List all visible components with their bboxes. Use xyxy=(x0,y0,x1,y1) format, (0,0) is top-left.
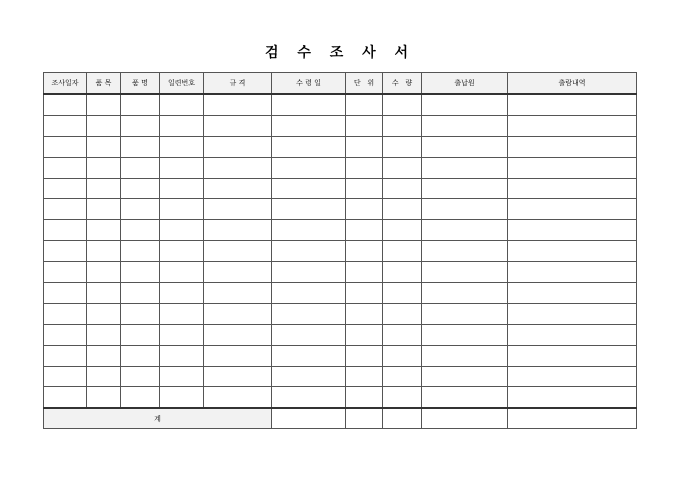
cell-serial-number[interactable] xyxy=(160,199,204,220)
cell-item-name[interactable] xyxy=(121,136,160,157)
cell-receipt-date[interactable] xyxy=(272,345,346,366)
header-details: 출람내역 xyxy=(508,73,637,95)
table-row xyxy=(44,262,637,283)
cell-cashier[interactable] xyxy=(422,136,508,157)
cell-quantity[interactable] xyxy=(383,115,422,136)
cell-quantity[interactable] xyxy=(383,283,422,304)
table-row xyxy=(44,115,637,136)
cell-unit[interactable] xyxy=(346,94,383,115)
cell-quantity[interactable] xyxy=(383,136,422,157)
cell-inspection-date[interactable] xyxy=(44,241,87,262)
cell-unit[interactable] xyxy=(346,387,383,408)
inspection-table xyxy=(43,72,637,429)
cell-inspection-date[interactable] xyxy=(44,136,87,157)
cell-item-name[interactable] xyxy=(121,94,160,115)
cell-item[interactable] xyxy=(87,157,121,178)
cell-details[interactable] xyxy=(508,199,637,220)
cell-inspection-date[interactable] xyxy=(44,199,87,220)
cell-details[interactable] xyxy=(508,115,637,136)
cell-serial-number[interactable] xyxy=(160,157,204,178)
cell-unit[interactable] xyxy=(346,199,383,220)
cell-details[interactable] xyxy=(508,324,637,345)
header-receipt-date: 수 령 일 xyxy=(272,73,346,95)
cell-spec[interactable] xyxy=(204,324,272,345)
cell-item[interactable] xyxy=(87,324,121,345)
cell-serial-number[interactable] xyxy=(160,136,204,157)
cell-inspection-date[interactable] xyxy=(44,366,87,387)
cell-quantity[interactable] xyxy=(383,241,422,262)
cell-cashier[interactable] xyxy=(422,115,508,136)
cell-serial-number[interactable] xyxy=(160,345,204,366)
cell-item[interactable] xyxy=(87,366,121,387)
cell-item[interactable] xyxy=(87,199,121,220)
table-row xyxy=(44,324,637,345)
cell-item[interactable] xyxy=(87,283,121,304)
cell-quantity[interactable] xyxy=(383,324,422,345)
cell-cashier[interactable] xyxy=(422,157,508,178)
cell-spec[interactable] xyxy=(204,220,272,241)
cell-cashier[interactable] xyxy=(422,94,508,115)
cell-cashier[interactable] xyxy=(422,241,508,262)
cell-item-name[interactable] xyxy=(121,387,160,408)
cell-quantity[interactable] xyxy=(383,387,422,408)
cell-cashier[interactable] xyxy=(422,387,508,408)
total-cell-details[interactable] xyxy=(508,408,637,429)
cell-details[interactable] xyxy=(508,303,637,324)
table-row xyxy=(44,220,637,241)
total-row xyxy=(44,408,637,429)
cell-spec[interactable] xyxy=(204,115,272,136)
header-spec: 규 격 xyxy=(204,73,272,95)
cell-unit[interactable] xyxy=(346,345,383,366)
cell-unit[interactable] xyxy=(346,241,383,262)
cell-item-name[interactable] xyxy=(121,283,160,304)
cell-spec[interactable] xyxy=(204,303,272,324)
cell-serial-number[interactable] xyxy=(160,178,204,199)
cell-receipt-date[interactable] xyxy=(272,94,346,115)
cell-quantity[interactable] xyxy=(383,345,422,366)
cell-spec[interactable] xyxy=(204,199,272,220)
cell-spec[interactable] xyxy=(204,366,272,387)
cell-details[interactable] xyxy=(508,136,637,157)
cell-details[interactable] xyxy=(508,178,637,199)
cell-item-name[interactable] xyxy=(121,178,160,199)
table-row xyxy=(44,136,637,157)
cell-item[interactable] xyxy=(87,387,121,408)
cell-inspection-date[interactable] xyxy=(44,324,87,345)
cell-details[interactable] xyxy=(508,94,637,115)
table-body xyxy=(44,94,637,429)
cell-item[interactable] xyxy=(87,345,121,366)
cell-details[interactable] xyxy=(508,283,637,304)
cell-spec[interactable] xyxy=(204,345,272,366)
cell-inspection-date[interactable] xyxy=(44,94,87,115)
header-unit: 단 위 xyxy=(346,73,383,95)
cell-cashier[interactable] xyxy=(422,366,508,387)
cell-item-name[interactable] xyxy=(121,157,160,178)
table-row xyxy=(44,283,637,304)
table-row xyxy=(44,387,637,408)
header-item: 품 목 xyxy=(87,73,121,95)
total-cell-quantity[interactable] xyxy=(383,408,422,429)
cell-quantity[interactable] xyxy=(383,220,422,241)
cell-cashier[interactable] xyxy=(422,220,508,241)
cell-inspection-date[interactable] xyxy=(44,178,87,199)
cell-receipt-date[interactable] xyxy=(272,115,346,136)
cell-cashier[interactable] xyxy=(422,283,508,304)
cell-details[interactable] xyxy=(508,387,637,408)
header-quantity: 수 량 xyxy=(383,73,422,95)
cell-unit[interactable] xyxy=(346,178,383,199)
cell-serial-number[interactable] xyxy=(160,324,204,345)
cell-serial-number[interactable] xyxy=(160,303,204,324)
cell-serial-number[interactable] xyxy=(160,387,204,408)
cell-item[interactable] xyxy=(87,94,121,115)
cell-item[interactable] xyxy=(87,303,121,324)
cell-spec[interactable] xyxy=(204,136,272,157)
table-row xyxy=(44,345,637,366)
cell-cashier[interactable] xyxy=(422,199,508,220)
cell-item-name[interactable] xyxy=(121,115,160,136)
cell-unit[interactable] xyxy=(346,324,383,345)
cell-spec[interactable] xyxy=(204,241,272,262)
cell-item-name[interactable] xyxy=(121,366,160,387)
total-cell-unit[interactable] xyxy=(346,408,383,429)
cell-item-name[interactable] xyxy=(121,345,160,366)
table-row xyxy=(44,199,637,220)
header-cashier: 출납원 xyxy=(422,73,508,95)
cell-serial-number[interactable] xyxy=(160,262,204,283)
cell-quantity[interactable] xyxy=(383,199,422,220)
cell-receipt-date[interactable] xyxy=(272,262,346,283)
cell-details[interactable] xyxy=(508,157,637,178)
cell-serial-number[interactable] xyxy=(160,115,204,136)
cell-cashier[interactable] xyxy=(422,303,508,324)
cell-unit[interactable] xyxy=(346,157,383,178)
cell-receipt-date[interactable] xyxy=(272,157,346,178)
cell-unit[interactable] xyxy=(346,262,383,283)
table-row xyxy=(44,178,637,199)
cell-spec[interactable] xyxy=(204,262,272,283)
cell-receipt-date[interactable] xyxy=(272,220,346,241)
cell-details[interactable] xyxy=(508,366,637,387)
cell-details[interactable] xyxy=(508,220,637,241)
cell-spec[interactable] xyxy=(204,94,272,115)
cell-item[interactable] xyxy=(87,136,121,157)
cell-inspection-date[interactable] xyxy=(44,283,87,304)
cell-item[interactable] xyxy=(87,178,121,199)
cell-item-name[interactable] xyxy=(121,199,160,220)
cell-unit[interactable] xyxy=(346,115,383,136)
cell-spec[interactable] xyxy=(204,157,272,178)
total-cell-receipt-date[interactable] xyxy=(272,408,346,429)
cell-quantity[interactable] xyxy=(383,178,422,199)
cell-spec[interactable] xyxy=(204,387,272,408)
cell-serial-number[interactable] xyxy=(160,283,204,304)
header-serial-number: 일련번호 xyxy=(160,73,204,95)
header-item-name: 품 명 xyxy=(121,73,160,95)
cell-receipt-date[interactable] xyxy=(272,366,346,387)
cell-receipt-date[interactable] xyxy=(272,241,346,262)
cell-quantity[interactable] xyxy=(383,262,422,283)
cell-serial-number[interactable] xyxy=(160,241,204,262)
table-row xyxy=(44,366,637,387)
table-row xyxy=(44,157,637,178)
cell-receipt-date[interactable] xyxy=(272,136,346,157)
header-row xyxy=(44,73,637,95)
cell-inspection-date[interactable] xyxy=(44,345,87,366)
cell-item-name[interactable] xyxy=(121,324,160,345)
cell-details[interactable] xyxy=(508,241,637,262)
cell-cashier[interactable] xyxy=(422,324,508,345)
cell-spec[interactable] xyxy=(204,178,272,199)
cell-receipt-date[interactable] xyxy=(272,283,346,304)
cell-unit[interactable] xyxy=(346,136,383,157)
cell-cashier[interactable] xyxy=(422,178,508,199)
cell-item-name[interactable] xyxy=(121,220,160,241)
cell-item-name[interactable] xyxy=(121,303,160,324)
cell-unit[interactable] xyxy=(346,366,383,387)
cell-inspection-date[interactable] xyxy=(44,262,87,283)
total-label: 계 xyxy=(44,408,272,429)
cell-inspection-date[interactable] xyxy=(44,303,87,324)
cell-inspection-date[interactable] xyxy=(44,115,87,136)
cell-quantity[interactable] xyxy=(383,303,422,324)
cell-unit[interactable] xyxy=(346,283,383,304)
document-title: 검 수 조 사 서 xyxy=(264,45,416,61)
cell-item[interactable] xyxy=(87,220,121,241)
cell-item-name[interactable] xyxy=(121,262,160,283)
cell-quantity[interactable] xyxy=(383,157,422,178)
table-row xyxy=(44,241,637,262)
cell-receipt-date[interactable] xyxy=(272,387,346,408)
cell-inspection-date[interactable] xyxy=(44,157,87,178)
header-inspection-date: 조사일자 xyxy=(44,73,87,95)
cell-cashier[interactable] xyxy=(422,262,508,283)
cell-item[interactable] xyxy=(87,262,121,283)
cell-receipt-date[interactable] xyxy=(272,178,346,199)
cell-receipt-date[interactable] xyxy=(272,199,346,220)
cell-serial-number[interactable] xyxy=(160,366,204,387)
total-cell-cashier[interactable] xyxy=(422,408,508,429)
cell-receipt-date[interactable] xyxy=(272,324,346,345)
table-row xyxy=(44,94,637,115)
cell-inspection-date[interactable] xyxy=(44,387,87,408)
cell-item[interactable] xyxy=(87,115,121,136)
cell-cashier[interactable] xyxy=(422,345,508,366)
cell-receipt-date[interactable] xyxy=(272,303,346,324)
cell-quantity[interactable] xyxy=(383,366,422,387)
cell-details[interactable] xyxy=(508,262,637,283)
cell-unit[interactable] xyxy=(346,220,383,241)
cell-item[interactable] xyxy=(87,241,121,262)
table-row xyxy=(44,303,637,324)
cell-serial-number[interactable] xyxy=(160,94,204,115)
cell-quantity[interactable] xyxy=(383,94,422,115)
cell-spec[interactable] xyxy=(204,283,272,304)
cell-serial-number[interactable] xyxy=(160,220,204,241)
cell-unit[interactable] xyxy=(346,303,383,324)
cell-inspection-date[interactable] xyxy=(44,220,87,241)
cell-details[interactable] xyxy=(508,345,637,366)
cell-item-name[interactable] xyxy=(121,241,160,262)
